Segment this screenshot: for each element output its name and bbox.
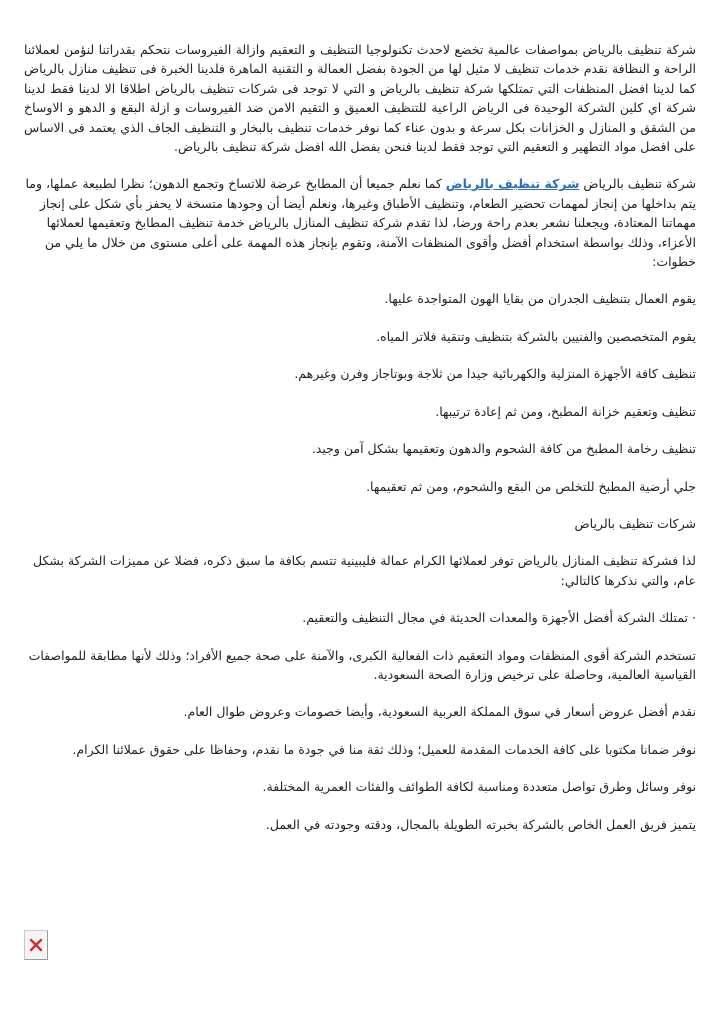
list-item: يقوم العمال بتنظيف الجدران من بقايا الهون المتواجدة عليها. [384, 291, 696, 307]
list-item: يتميز فريق العمل الخاص بالشركة بخبرته الطويلة بالمجال، ودقته وجودته في العمل. [265, 816, 696, 832]
features-intro-paragraph: لذا فشركة تنظيف المنازل بالرياض توفر لعملائها الكرام عمالة فليبينية تتسم بكافة ما سبق ذكره، فضلا عن مميزات الشركة بشكل عام، والتي نذكرها كالتالي: [32, 553, 696, 588]
list-item: تنظيف كافة الأجهزة المنزلية والكهربائية جيدا من ثلاجة وبوتاجاز وفرن وغيرهم. [294, 366, 696, 382]
kitchen-paragraph [24, 174, 696, 271]
list-item: تنظيف وتعقيم خزانة المطبخ، ومن ثم إعادة ترتيبها. [435, 403, 696, 419]
list-item: جلي أرضية المطبخ للتخلص من البقع والشحوم، ومن ثم تعقيمها. [366, 478, 696, 494]
section-heading: شركات تنظيف بالرياض [574, 515, 696, 531]
list-item: · تمتلك الشركة أفضل الأجهزة والمعدات الحديثة في مجال التنظيف والتعقيم. [302, 610, 696, 626]
kitchen-lead-text: شركة تنظيف بالرياض [583, 176, 696, 192]
list-item: تنظيف رخامة المطبخ من كافة الشحوم والدهون وتعقيمها بشكل آمن وجيد. [311, 441, 696, 457]
list-item: نوفر وسائل وطرق تواصل متعددة ومناسبة لكافة الطوائف والفئات العمرية المختلفة. [262, 779, 696, 795]
list-item: نوفر ضمانا مكتوبا على كافة الخدمات المقدمة للعميل؛ وذلك ثقة منا في جودة ما نقدم، وحفاظا على حقوق عملائنا الكرام. [72, 741, 696, 757]
kitchen-rest-text: كما نعلم جميعا أن المطابخ عرضة للاتساخ وتجمع الدهون؛ نظرا لطبيعة عملها، وما يتم بداخلها من إنجاز لمهمات تحضير الطعام، وتنظيف الأطباق وغيرها، ونعلم أيضا أن وجودها متسخة لا يحفز بأي شكل على إنجاز مهماتنا المعتادة، ويجعلنا نشعر بعدم راحة ورضا، لذا تقدم شركة تنظيف المنازل بالرياض خدمة تنظيف المطابخ وتعقيمها لعملائها الأعزاء، وذلك بواسطة استخدام أفضل وأقوى المنظفات الآمنة، وتقوم بإنجاز هذه المهمة على أعلى مستوى من خلال ما يلي من خطوات: [25, 176, 696, 270]
list-item: يقوم المتخصصين والفنيين بالشركة بتنظيف وتنقية فلاتر المياه. [376, 328, 696, 344]
broken-image-x-icon [29, 938, 43, 952]
list-item: تستخدم الشركة أقوى المنظفات ومواد التعقيم ذات الفعالية الكبرى، والآمنة على صحة جميع الأفراد؛ وذلك لأنها مطابقة للمواصفات القياسية العالمية، وحاصلة على ترخيص وزارة الصحة السعودية. [28, 647, 696, 682]
intro-paragraph: شركة تنظيف بالرياض بمواصفات عالمية تخضع لاحدث تكنولوجيا التنظيف و التعقيم وازالة الفيروسات نتحكم بقدراتنا لنؤمن لعملائنا الراحة و النظافة نقدم خدمات تنظيف لا مثيل لها من الجودة بفضل العمالة و التقنية الماهرة فلدينا الخبرة فى تنظيف منازل بالرياض كما لدينا افضل المنظفات التي تمتلكها شركة تنظيف بالرياض و التي لا توجد فى شركات تنظيف بالرياض اطلاقا الا لدينا فقط لدينا شركة اي كلين الشركة الوحيدة فى الرياض الراعية للتنظيف العميق و التقيم الامن ضد الفيروسات و ازلة البقع و الدهو و الاوساخ من الشقق و المنازل و الخزانات بكل سرعة و بدون عناء كما نوفر خدمات تنظيف بالبخار و التنظيف الجاف الذي يعتمد فى الاساس على افضل مواد التطهير و التعقيم التي توجد فقط لدينا فنحن بفضل الله افضل شركة تنظيف بالرياض. [24, 42, 696, 155]
company-link[interactable]: شركة تنظيف بالرياض [445, 176, 580, 192]
list-item: نقدم أفضل عروض أسعار في سوق المملكة العربية السعودية، وأيضا خصومات وعروض طوال العام. [183, 704, 696, 720]
broken-image-icon [24, 930, 48, 960]
